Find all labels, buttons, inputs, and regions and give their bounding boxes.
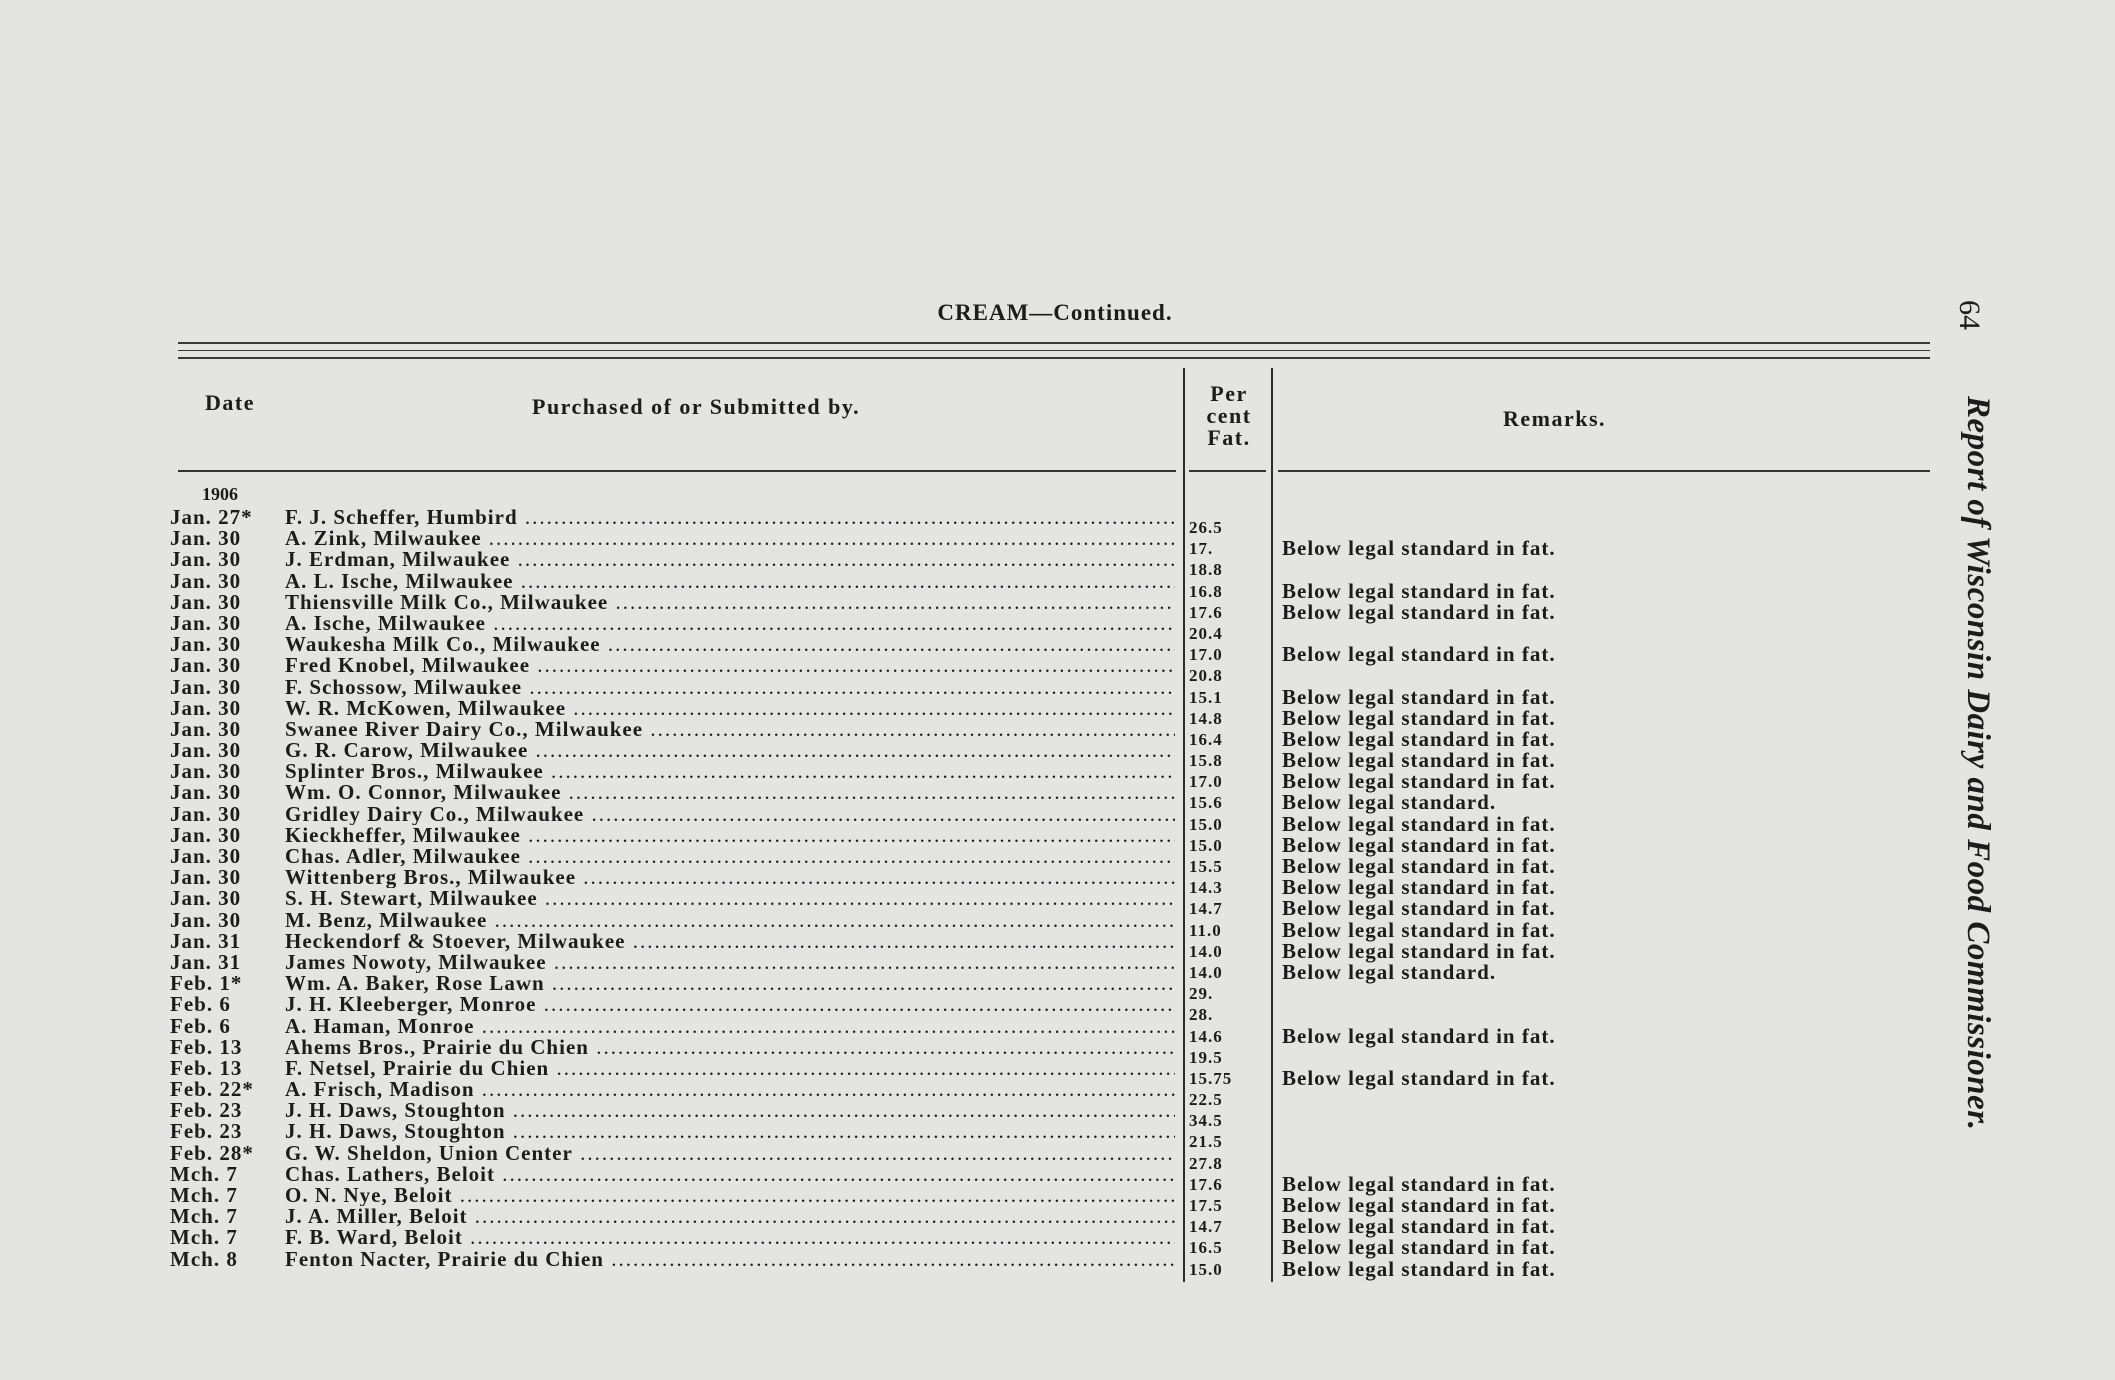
- row-remarks: Below legal standard in fat.: [1282, 536, 1556, 561]
- row-remarks: Below legal standard in fat.: [1282, 854, 1556, 878]
- row-date: Jan. 30: [170, 695, 242, 720]
- row-name: F. Netsel, Prairie du Chien .....: [285, 1058, 1175, 1079]
- row-date: Feb. 13: [170, 1034, 243, 1059]
- column-header-remarks: Remarks.: [1503, 406, 1607, 431]
- row-date: Jan. 30: [170, 907, 242, 932]
- row-percent-fat: 28.: [1189, 1005, 1214, 1025]
- row-percent-fat: 14.0: [1189, 962, 1223, 982]
- row-name: Heckendorf & Stoever, Milwaukee .....: [285, 931, 1175, 952]
- row-name: G. R. Carow, Milwaukee .....: [285, 740, 1175, 761]
- row-date: Feb. 22*: [170, 1077, 254, 1102]
- row-percent-fat: 15.0: [1189, 835, 1223, 855]
- row-date: Mch. 7: [170, 1204, 238, 1229]
- row-name: J. H. Daws, Stoughton .....: [285, 1121, 1175, 1142]
- row-remarks: Below legal standard in fat.: [1282, 578, 1556, 603]
- row-name: Fenton Nacter, Prairie du Chien .....: [285, 1249, 1175, 1270]
- row-name: Fred Knobel, Milwaukee .....: [285, 655, 1175, 676]
- table-row: [0, 505, 2115, 537]
- page-number: 64: [1953, 300, 1986, 330]
- row-percent-fat: 16.4: [1189, 729, 1223, 749]
- row-remarks: Below legal standard in fat.: [1282, 1023, 1556, 1048]
- row-percent-fat: 27.8: [1189, 1153, 1223, 1173]
- row-percent-fat: 29.: [1189, 984, 1214, 1004]
- row-date: Feb. 13: [170, 1055, 243, 1080]
- row-percent-fat: 17.0: [1189, 645, 1223, 665]
- row-percent-fat: 14.7: [1189, 1217, 1223, 1237]
- row-date: Jan. 31: [170, 928, 242, 953]
- row-remarks: Below legal standard in fat.: [1282, 705, 1556, 730]
- row-date: Feb. 6: [170, 992, 231, 1017]
- row-name: F. J. Scheffer, Humbird .....: [285, 507, 1175, 528]
- row-remarks: Below legal standard in fat.: [1282, 875, 1556, 900]
- row-name: M. Benz, Milwaukee .....: [285, 910, 1175, 931]
- table-row: [0, 1098, 2115, 1131]
- row-date: Feb. 28*: [170, 1140, 254, 1165]
- row-name: G. W. Sheldon, Union Center .....: [285, 1143, 1175, 1164]
- row-percent-fat: 17.0: [1189, 772, 1223, 792]
- row-remarks: Below legal standard in fat.: [1282, 1065, 1556, 1090]
- row-name: Thiensville Milk Co., Milwaukee .....: [285, 592, 1175, 613]
- row-remarks: Below legal standard in fat.: [1282, 748, 1556, 773]
- row-date: Jan. 30: [170, 886, 242, 911]
- row-name: W. R. McKowen, Milwaukee .....: [285, 698, 1175, 719]
- row-remarks: Below legal standard in fat.: [1282, 1235, 1556, 1260]
- row-percent-fat: 16.5: [1189, 1238, 1223, 1258]
- row-date: Mch. 7: [170, 1183, 238, 1207]
- table-row: [0, 1119, 2115, 1152]
- row-name: A. Frisch, Madison .....: [285, 1079, 1175, 1100]
- row-name: A. Zink, Milwaukee .....: [285, 528, 1175, 549]
- row-remarks: Below legal standard in fat.: [1282, 726, 1556, 751]
- row-date: Feb. 23: [170, 1119, 243, 1144]
- header-underline: [178, 470, 1176, 472]
- year-label: 1906: [202, 484, 238, 504]
- row-percent-fat: 14.8: [1189, 708, 1223, 728]
- row-name: F. B. Ward, Beloit .....: [285, 1227, 1175, 1248]
- row-percent-fat: 17.6: [1189, 1174, 1223, 1194]
- table-row: [0, 992, 2115, 1025]
- row-percent-fat: 21.5: [1189, 1132, 1223, 1152]
- row-percent-fat: 17.6: [1189, 602, 1223, 622]
- row-date: Feb. 6: [170, 1013, 231, 1038]
- row-date: Mch. 8: [170, 1246, 238, 1271]
- row-name: J. H. Daws, Stoughton .....: [285, 1100, 1175, 1121]
- row-date: Jan. 30: [170, 526, 242, 551]
- row-remarks: Below legal standard in fat.: [1282, 1256, 1556, 1281]
- row-date: Jan. 30: [170, 780, 242, 805]
- row-percent-fat: 15.75: [1189, 1068, 1233, 1088]
- row-date: Jan. 30: [170, 568, 242, 593]
- row-name: Waukesha Milk Co., Milwaukee .....: [285, 634, 1175, 655]
- row-percent-fat: 15.6: [1189, 793, 1223, 813]
- row-remarks: Below legal standard.: [1282, 959, 1497, 984]
- row-date: Jan. 30: [170, 547, 242, 572]
- row-date: Feb. 23: [170, 1098, 243, 1123]
- row-name: Splinter Bros., Milwaukee .....: [285, 761, 1175, 782]
- table-body: [0, 505, 2115, 1281]
- table-title: CREAM—Continued.: [937, 300, 1173, 325]
- column-header-percent-line: Per: [1210, 381, 1248, 406]
- row-remarks: Below legal standard in fat.: [1282, 832, 1556, 857]
- row-date: Jan. 30: [170, 738, 242, 763]
- row-remarks: Below legal standard in fat.: [1282, 1171, 1556, 1196]
- row-remarks: Below legal standard in fat.: [1282, 599, 1556, 624]
- row-percent-fat: 15.0: [1189, 1259, 1223, 1279]
- row-percent-fat: 20.8: [1189, 666, 1223, 686]
- row-date: Jan. 30: [170, 610, 242, 635]
- row-date: Jan. 30: [170, 759, 242, 784]
- column-header-date: Date: [205, 390, 255, 415]
- top-rule: [178, 357, 1930, 359]
- row-name: A. L. Ische, Milwaukee .....: [285, 571, 1175, 592]
- row-name: Chas. Adler, Milwaukee .....: [285, 846, 1175, 867]
- row-name: J. H. Kleeberger, Monroe .....: [285, 994, 1175, 1015]
- row-percent-fat: 17.5: [1189, 1196, 1223, 1215]
- row-date: Jan. 30: [170, 589, 242, 614]
- row-percent-fat: 19.5: [1189, 1047, 1223, 1067]
- row-remarks: Below legal standard in fat.: [1282, 1193, 1556, 1217]
- row-percent-fat: 15.8: [1189, 751, 1223, 771]
- header-underline: [1189, 470, 1266, 472]
- row-name: S. H. Stewart, Milwaukee .....: [285, 888, 1175, 909]
- row-date: Jan. 30: [170, 632, 242, 657]
- row-percent-fat: 18.8: [1189, 560, 1223, 580]
- top-rule: [178, 342, 1930, 344]
- row-date: Jan. 27*: [170, 505, 253, 529]
- row-name: A. Haman, Monroe .....: [285, 1016, 1175, 1037]
- row-name: O. N. Nye, Beloit .....: [285, 1185, 1175, 1206]
- row-name: Wittenberg Bros., Milwaukee .....: [285, 867, 1175, 888]
- row-percent-fat: 22.5: [1189, 1090, 1223, 1110]
- row-date: Jan. 30: [170, 844, 242, 868]
- row-percent-fat: 14.0: [1189, 941, 1223, 961]
- row-percent-fat: 20.4: [1189, 623, 1223, 643]
- column-header-percent-line: Fat.: [1207, 425, 1251, 450]
- row-percent-fat: 16.8: [1189, 581, 1223, 601]
- row-date: Feb. 1*: [170, 971, 243, 996]
- column-header-percent-fat: [1197, 383, 1261, 449]
- row-remarks: Below legal standard in fat.: [1282, 917, 1556, 942]
- row-percent-fat: 15.5: [1189, 857, 1223, 876]
- row-remarks: Below legal standard in fat.: [1282, 642, 1556, 667]
- row-name: J. A. Miller, Beloit .....: [285, 1206, 1175, 1227]
- row-date: Mch. 7: [170, 1161, 238, 1186]
- running-head: Report of Wisconsin Dairy and Food Commissioner.: [1960, 396, 1996, 1131]
- row-name: F. Schossow, Milwaukee .....: [285, 677, 1175, 698]
- row-name: Wm. O. Connor, Milwaukee .....: [285, 782, 1175, 803]
- row-remarks: Below legal standard in fat.: [1282, 938, 1556, 963]
- row-percent-fat: 14.6: [1189, 1026, 1223, 1046]
- row-date: Jan. 30: [170, 653, 242, 678]
- row-remarks: Below legal standard in fat.: [1282, 1214, 1556, 1239]
- row-percent-fat: 15.1: [1189, 687, 1223, 707]
- row-name: A. Ische, Milwaukee .....: [285, 613, 1175, 634]
- row-remarks: Below legal standard in fat.: [1282, 769, 1556, 794]
- header-underline: [1278, 470, 1930, 472]
- row-name: Kieckheffer, Milwaukee .....: [285, 825, 1175, 846]
- row-date: Jan. 31: [170, 949, 242, 974]
- row-percent-fat: 14.7: [1189, 899, 1223, 919]
- row-name: Chas. Lathers, Beloit .....: [285, 1164, 1175, 1185]
- row-date: Jan. 30: [170, 822, 242, 847]
- row-name: Ahems Bros., Prairie du Chien .....: [285, 1037, 1175, 1058]
- row-remarks: Below legal standard.: [1282, 790, 1497, 815]
- row-date: Jan. 30: [170, 865, 242, 890]
- row-remarks: Below legal standard in fat.: [1282, 896, 1556, 921]
- row-percent-fat: 34.5: [1189, 1111, 1223, 1131]
- row-percent-fat: 17.: [1189, 539, 1214, 559]
- row-date: Jan. 30: [170, 801, 242, 826]
- top-rule: [178, 350, 1930, 351]
- row-percent-fat: 11.0: [1189, 920, 1222, 940]
- row-remarks: Below legal standard in fat.: [1282, 811, 1556, 836]
- row-name: Wm. A. Baker, Rose Lawn .....: [285, 973, 1175, 994]
- row-percent-fat: 14.3: [1189, 878, 1223, 898]
- row-name: James Nowoty, Milwaukee .....: [285, 952, 1175, 973]
- column-header-purchased: Purchased of or Submitted by.: [532, 394, 861, 419]
- row-name: J. Erdman, Milwaukee .....: [285, 549, 1175, 570]
- column-header-percent-line: cent: [1206, 403, 1252, 428]
- row-percent-fat: 26.5: [1189, 518, 1223, 537]
- row-date: Jan. 30: [170, 716, 242, 741]
- row-remarks: Below legal standard in fat.: [1282, 684, 1556, 709]
- row-name: Swanee River Dairy Co., Milwaukee .....: [285, 719, 1175, 740]
- row-date: Mch. 7: [170, 1225, 238, 1250]
- row-name: Gridley Dairy Co., Milwaukee .....: [285, 804, 1175, 825]
- row-date: Jan. 30: [170, 674, 242, 699]
- row-percent-fat: 15.0: [1189, 814, 1223, 834]
